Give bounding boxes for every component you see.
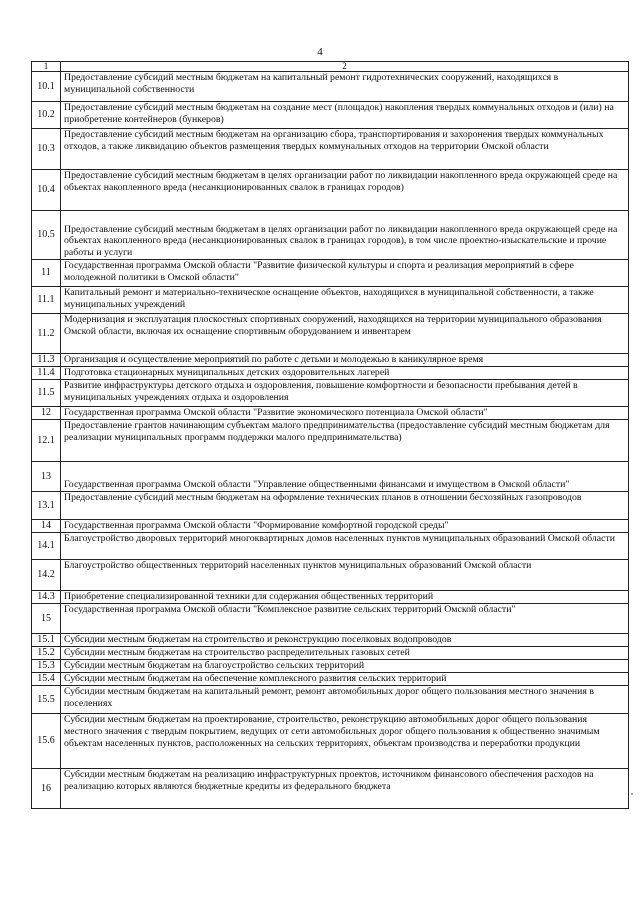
row-number: 15.6 bbox=[32, 714, 61, 769]
table-row bbox=[32, 634, 629, 647]
row-number: 15.1 bbox=[32, 634, 61, 647]
table-row bbox=[32, 520, 629, 533]
row-text: Субсидии местным бюджетам на капитальный ремонт, ремонт автомобильных дорог общего пользования местного значения в поселениях bbox=[61, 686, 629, 714]
table-row bbox=[32, 604, 629, 634]
subsidy-table bbox=[31, 61, 629, 809]
row-text: Субсидии местным бюджетам на благоустройство сельских территорий bbox=[61, 660, 629, 673]
row-text: Государственная программа Омской области "Развитие физической культуры и спорта и реализация мероприятий в сфере молодежной политики в Омской области" bbox=[61, 260, 629, 287]
row-number: 13.1 bbox=[32, 492, 61, 520]
row-text: Предоставление субсидий местным бюджетам в целях организации работ по ликвидации накопленного вреда окружающей среде на объектах накопленного вреда (несанкционированных свалок в границах городов), в том числе проектно-изыскательские и прочие работы и услуги bbox=[61, 211, 629, 260]
row-text: Государственная программа Омской области "Комплексное развитие сельских территорий Омской области" bbox=[61, 604, 629, 634]
row-number: 10.1 bbox=[32, 72, 61, 102]
row-text: Государственная программа Омской области "Формирование комфортной городской среды" bbox=[61, 520, 629, 533]
table-row bbox=[32, 560, 629, 591]
page-number: 4 bbox=[317, 46, 323, 58]
row-text: Развитие инфраструктуры детского отдыха и оздоровления, повышение комфортности и безопасности пребывания детей в муниципальных учреждениях отдыха и оздоровления bbox=[61, 380, 629, 407]
row-number: 14.1 bbox=[32, 533, 61, 560]
row-text: Капитальный ремонт и материально-техническое оснащение объектов, находящихся в муниципальной собственности, а также муниципальных учреждений bbox=[61, 287, 629, 314]
row-number: 10.3 bbox=[32, 129, 61, 170]
row-text: Предоставление субсидий местным бюджетам на создание мест (площадок) накопления твердых коммунальных отходов и (или) на приобретение контейнеров (бункеров) bbox=[61, 102, 629, 129]
row-number: 15.5 bbox=[32, 686, 61, 714]
row-number: 14 bbox=[32, 520, 61, 533]
table-row bbox=[32, 420, 629, 462]
row-text: Предоставление субсидий местным бюджетам в целях организации работ по ликвидации накопленного вреда окружающей среде на объектах накопленного вреда (несанкционированных свалок в границах городов) bbox=[61, 170, 629, 211]
table-row bbox=[32, 462, 629, 492]
row-number: 11.3 bbox=[32, 354, 61, 367]
row-number: 13 bbox=[32, 462, 61, 492]
row-text: Предоставление грантов начинающим субъектам малого предпринимательства (предоставление субсидий местным бюджетам для реализации муниципальных программ поддержки малого предпринимательства) bbox=[61, 420, 629, 462]
row-text: Государственная программа Омской области "Управление общественными финансами и имуществом в Омской области" bbox=[61, 462, 629, 492]
table-row bbox=[32, 72, 629, 102]
table-row bbox=[32, 380, 629, 407]
row-text: Организация и осуществление мероприятий по работе с детьми и молодежью в каникулярное время bbox=[61, 354, 629, 367]
row-number: 11.4 bbox=[32, 367, 61, 380]
row-text: Субсидии местным бюджетам на строительство распределительных газовых сетей bbox=[61, 647, 629, 660]
table-row bbox=[32, 647, 629, 660]
row-number: 10.2 bbox=[32, 102, 61, 129]
row-text: Благоустройство общественных территорий населенных пунктов муниципальных образований Омской области bbox=[61, 560, 629, 591]
table-header-row bbox=[32, 62, 629, 72]
row-text: Подготовка стационарных муниципальных детских оздоровительных лагерей bbox=[61, 367, 629, 380]
row-text: Государственная программа Омской области "Развитие экономического потенциала Омской области" bbox=[61, 407, 629, 420]
row-number: 15.2 bbox=[32, 647, 61, 660]
row-number: 11.5 bbox=[32, 380, 61, 407]
row-text: Субсидии местным бюджетам на строительство и реконструкцию поселковых водопроводов bbox=[61, 634, 629, 647]
row-text: Субсидии местным бюджетам на реализацию инфраструктурных проектов, источником финансового обеспечения расходов на реализацию которых являются бюджетные кредиты из федерального бюджета bbox=[61, 769, 629, 809]
row-text: Модернизация и эксплуатация плоскостных спортивных сооружений, находящихся на территории муниципального образования Омской области, включая их оснащение спортивным оборудованием и инвентарем bbox=[61, 314, 629, 354]
row-number: 14.3 bbox=[32, 591, 61, 604]
table-row bbox=[32, 769, 629, 809]
table-row bbox=[32, 260, 629, 287]
row-number: 15.3 bbox=[32, 660, 61, 673]
row-number: 12.1 bbox=[32, 420, 61, 462]
row-number: 15.4 bbox=[32, 673, 61, 686]
table-row bbox=[32, 591, 629, 604]
table-row bbox=[32, 129, 629, 170]
table-row bbox=[32, 714, 629, 769]
row-number: 16 bbox=[32, 769, 61, 809]
table-row bbox=[32, 673, 629, 686]
row-number: 10.5 bbox=[32, 211, 61, 260]
row-number: 10.4 bbox=[32, 170, 61, 211]
row-text: Предоставление субсидий местным бюджетам на оформление технических планов в отношении бесхозяйных газопроводов bbox=[61, 492, 629, 520]
table-row bbox=[32, 170, 629, 211]
row-text: Предоставление субсидий местным бюджетам на организацию сбора, транспортирования и захоронения твердых коммунальных отходов, а также ликвидацию объектов размещения твердых коммунальных отходов на территории Омской области bbox=[61, 129, 629, 170]
row-number: 15 bbox=[32, 604, 61, 634]
row-number: 14.2 bbox=[32, 560, 61, 591]
header-cell-1: 1 bbox=[32, 62, 61, 72]
row-text: Благоустройство дворовых территорий многоквартирных домов населенных пунктов муниципальных образований Омской области bbox=[61, 533, 629, 560]
row-number: 11.2 bbox=[32, 314, 61, 354]
table-row bbox=[32, 686, 629, 714]
row-number: 11.1 bbox=[32, 287, 61, 314]
row-number: 12 bbox=[32, 407, 61, 420]
row-text: Предоставление субсидий местным бюджетам на капитальный ремонт гидротехнических сооружений, находящихся в муниципальной собственности bbox=[61, 72, 629, 102]
table-row bbox=[32, 660, 629, 673]
row-number: 11 bbox=[32, 260, 61, 287]
table-row bbox=[32, 367, 629, 380]
table-row bbox=[32, 287, 629, 314]
row-text: Субсидии местным бюджетам на проектирование, строительство, реконструкцию автомобильных дорог общего пользования местного значения с твердым покрытием, ведущих от сети автомобильных дорог общего пользования к общественно значимым объектам населенных пунктов, расположенных на сельских территориях, объектам производства и переработки продукции bbox=[61, 714, 629, 769]
row-text: Субсидии местным бюджетам на обеспечение комплексного развития сельских территорий bbox=[61, 673, 629, 686]
table-row bbox=[32, 407, 629, 420]
header-cell-2: 2 bbox=[61, 62, 629, 72]
table-row bbox=[32, 533, 629, 560]
scan-speck bbox=[631, 793, 633, 795]
table-row bbox=[32, 211, 629, 260]
table-row bbox=[32, 354, 629, 367]
row-text: Приобретение специализированной техники для содержания общественных территорий bbox=[61, 591, 629, 604]
table-row bbox=[32, 314, 629, 354]
table-row bbox=[32, 102, 629, 129]
table-row bbox=[32, 492, 629, 520]
